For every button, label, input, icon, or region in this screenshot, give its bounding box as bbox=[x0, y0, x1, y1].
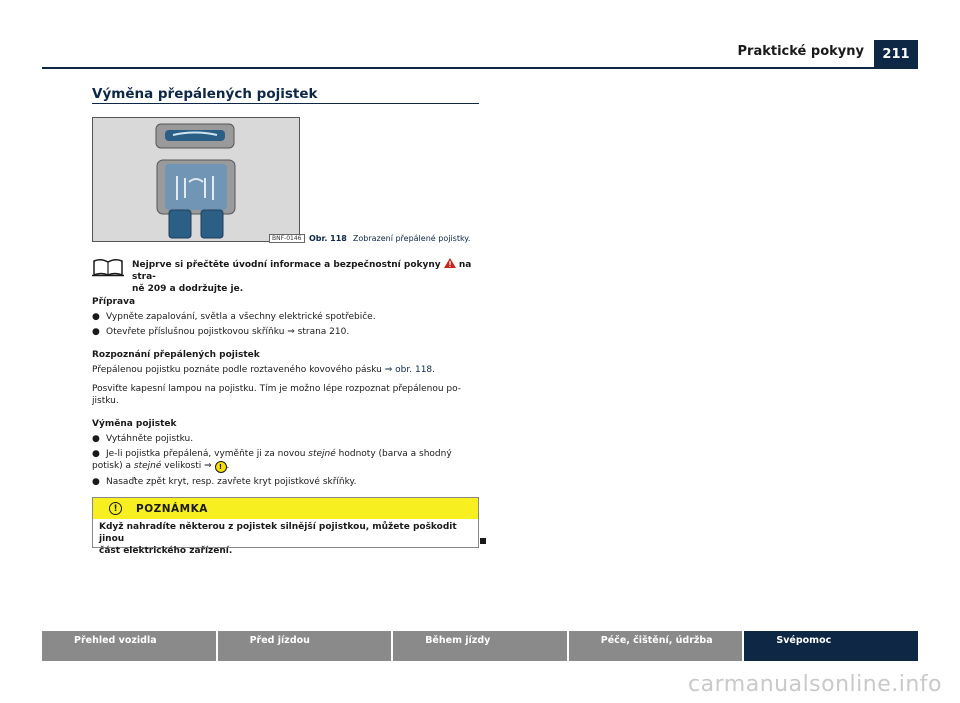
figure-caption bbox=[309, 234, 470, 243]
footer-tab-while-driving[interactable]: Během jízdy bbox=[393, 631, 569, 661]
watermark: carmanualsonline.info bbox=[688, 672, 942, 697]
note-line-1: Když nahradíte některou z pojistek silnější pojistkou, můžete poškodit jinou bbox=[99, 522, 457, 544]
warning-triangle-icon bbox=[444, 258, 456, 268]
footer-tab-overview[interactable]: Přehled vozidla bbox=[42, 631, 218, 661]
caution-icon[interactable]: ! bbox=[215, 461, 227, 473]
intro-text bbox=[132, 258, 478, 295]
list-item-text: Otevřete příslušnou pojistkovou skříňku ⇒ strana 210. bbox=[106, 327, 350, 337]
footer-tab-care[interactable]: Péče, čištění, údržba bbox=[569, 631, 745, 661]
footer-tab-self-help[interactable]: Svépomoc bbox=[744, 631, 918, 661]
recognition-paragraph-1 bbox=[92, 364, 478, 376]
header-divider bbox=[42, 67, 918, 69]
figure-reference-link[interactable]: ⇒ obr. 118 bbox=[384, 365, 433, 375]
section-end-marker bbox=[480, 538, 486, 544]
replacement-item2-d: velikosti ⇒ bbox=[161, 461, 215, 471]
list-item-text: Vypněte zapalování, světla a všechny elektrické spotřebiče. bbox=[106, 312, 376, 322]
section-underline bbox=[92, 103, 479, 104]
list-item: ● Otevřete příslušnou pojistkovou skříňku ⇒ strana 210. bbox=[92, 327, 350, 337]
figure-code: BNF-0146 bbox=[269, 234, 305, 243]
intro-text-after: na stra- bbox=[132, 260, 472, 282]
list-item: ● Vytáhněte pojistku. bbox=[92, 434, 194, 444]
list-item-text: Nasaďte zpět kryt, resp. zavřete kryt pojistkové skříňky. bbox=[106, 477, 357, 487]
note-box bbox=[92, 497, 479, 556]
replacement-item2-end: . bbox=[226, 461, 230, 471]
page-number: 211 bbox=[874, 40, 918, 68]
replacement-item2-emphasis-1: stejné bbox=[308, 449, 336, 459]
replacement-item2-a: Je-li pojistka přepálená, vyměňte ji za novou bbox=[106, 449, 309, 459]
note-body bbox=[93, 519, 478, 559]
open-book-icon bbox=[92, 257, 124, 277]
list-item-text: Vytáhněte pojistku. bbox=[106, 434, 194, 444]
preparation-heading: Příprava bbox=[92, 297, 136, 307]
footer-tab-before-driving[interactable]: Před jízdou bbox=[218, 631, 394, 661]
exclamation-circle-icon: ! bbox=[109, 502, 122, 515]
replacement-item2-c: potisk) a bbox=[92, 461, 134, 471]
section-title: Výměna přepálených pojistek bbox=[92, 86, 318, 102]
replacement-item2-b: hodnoty (barva a shodný bbox=[335, 449, 452, 459]
note-line-2: část elektrického zařízení. bbox=[99, 546, 233, 556]
list-item: ● Vypněte zapalování, světla a všechny elektrické spotřebiče. bbox=[92, 312, 376, 322]
note-header bbox=[93, 498, 478, 519]
intro-text-line2: ně 209 a dodržujte je. bbox=[132, 284, 244, 294]
fuse-illustration bbox=[93, 118, 299, 241]
recognition-p2-line2: jistku. bbox=[92, 396, 119, 406]
recognition-p2-line1: Posviťte kapesní lampou na pojistku. Tím je možno lépe rozpoznat přepálenou po- bbox=[92, 384, 462, 394]
recognition-paragraph-2 bbox=[92, 383, 478, 407]
recognition-p1-text: Přepálenou pojistku poznáte podle roztaveného kovového pásku bbox=[92, 365, 385, 375]
note-title: POZNÁMKA bbox=[136, 502, 208, 515]
figure-caption-label: Obr. 118 bbox=[309, 234, 347, 243]
figure-caption-text: Zobrazení přepálené pojistky. bbox=[352, 234, 471, 243]
replacement-heading: Výměna pojistek bbox=[92, 419, 177, 429]
fuse-figure bbox=[92, 117, 300, 242]
replacement-item2-emphasis-2: stejné bbox=[133, 461, 162, 471]
recognition-p1-end: . bbox=[432, 365, 436, 375]
list-item: ● Nasaďte zpět kryt, resp. zavřete kryt pojistkové skříňky. bbox=[92, 477, 357, 487]
footer-navigation bbox=[42, 631, 918, 661]
recognition-heading: Rozpoznání přepálených pojistek bbox=[92, 350, 260, 360]
page-header-title: Praktické pokyny bbox=[737, 44, 864, 59]
list-item: ● Je-li pojistka přepálená, vyměňte ji za novou stejné hodnoty (barva a shodný potisk) a stejné velikosti ⇒ ! . bbox=[92, 449, 452, 471]
intro-text-before: Nejprve si přečtěte úvodní informace a bezpečnostní pokyny bbox=[132, 260, 441, 270]
